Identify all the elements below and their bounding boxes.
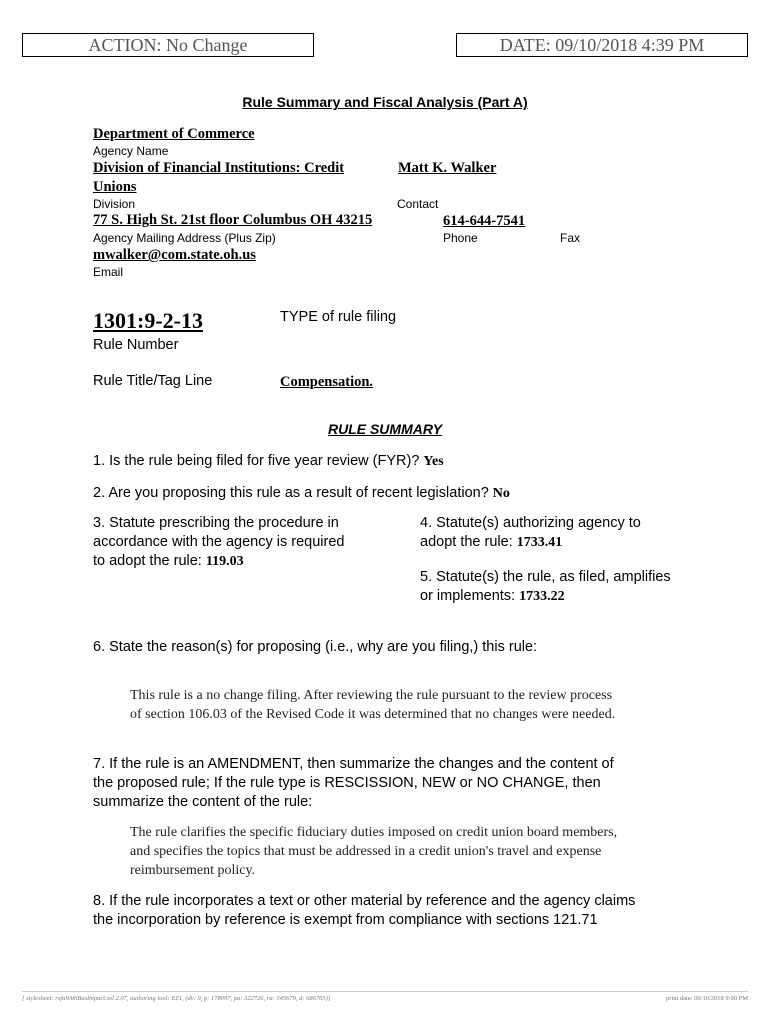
answer-1: Yes: [423, 454, 444, 469]
rule-summary-heading: RULE SUMMARY: [327, 421, 443, 437]
answer-6: [130, 686, 615, 724]
question-3-line1: 3. Statute prescribing the procedure in: [93, 515, 339, 531]
footer-stylesheet-info: [ stylesheet: rsfaWithBusImpact.xsl 2.07, authoring tool: EZ1, (dv: 9, p: 178097, pa: 322726, ra: 545679, d: 686765)]: [22, 995, 331, 1002]
question-5-line1: 5. Statute(s) the rule, as filed, amplifies: [420, 569, 671, 585]
question-5-line2: or implements:: [420, 588, 516, 604]
question-2-text: 2. Are you proposing this rule as a result of recent legislation?: [93, 485, 489, 501]
department-name: Department of Commerce: [93, 126, 255, 142]
action-box: [22, 33, 314, 57]
answer-3: 119.03: [205, 554, 244, 569]
answer-4: 1733.41: [516, 535, 563, 550]
question-3-line2: accordance with the agency is required: [93, 534, 345, 550]
email-address: mwalker@com.state.oh.us: [93, 247, 256, 263]
question-4-line2: adopt the rule:: [420, 534, 513, 550]
answer-5: 1733.22: [519, 589, 565, 604]
question-2: [93, 484, 510, 503]
question-8: [93, 892, 635, 930]
question-4-line1: 4. Statute(s) authorizing agency to: [420, 515, 641, 531]
mailing-address: 77 S. High St. 21st floor Columbus OH 43215: [93, 212, 373, 228]
footer-divider: [22, 991, 748, 992]
answer-7-line2: and specifies the topics that must be addressed in a credit union's travel and expense: [130, 844, 602, 859]
question-4: [420, 514, 641, 552]
answer-7-line1: The rule clarifies the specific fiduciary duties imposed on credit union board members,: [130, 825, 618, 840]
rule-type-label: TYPE of rule filing: [280, 309, 397, 325]
question-7-line3: summarize the content of the rule:: [93, 794, 313, 810]
question-3: [93, 514, 344, 571]
action-text: ACTION: No Change: [88, 35, 248, 55]
division-name-line2: Unions: [93, 179, 137, 195]
rule-title-value: Compensation.: [280, 374, 374, 390]
fax-label: Fax: [560, 231, 581, 245]
rule-number: 1301:9-2-13: [93, 308, 203, 333]
date-text: DATE: 09/10/2018 4:39 PM: [499, 35, 705, 55]
answer-7: [130, 823, 617, 880]
contact-label: Contact: [397, 197, 439, 211]
address-label: Agency Mailing Address (Plus Zip): [93, 231, 276, 245]
question-1-text: 1. Is the rule being filed for five year review (FYR)?: [93, 453, 420, 469]
question-7: [93, 755, 614, 812]
question-8-line2: the incorporation by reference is exempt from compliance with sections 121.71: [93, 912, 598, 928]
footer-print-date: print date: 09/10/2018 9:00 PM: [666, 995, 748, 1002]
phone-label: Phone: [443, 231, 478, 245]
rule-title-label: Rule Title/Tag Line: [93, 373, 213, 389]
division-name-line1: Division of Financial Institutions: Credit: [93, 160, 345, 176]
agency-name-label: Agency Name: [93, 144, 169, 158]
question-8-line1: 8. If the rule incorporates a text or other material by reference and the agency claims: [93, 893, 636, 909]
page-title: Rule Summary and Fiscal Analysis (Part A): [242, 94, 528, 110]
contact-name: Matt K. Walker: [398, 160, 497, 176]
division-label: Division: [93, 197, 136, 211]
rule-number-label: Rule Number: [93, 337, 179, 353]
question-3-line3: to adopt the rule:: [93, 553, 202, 569]
answer-6-line1: This rule is a no change filing. After reviewing the rule pursuant to the review process: [130, 688, 613, 703]
answer-6-line2: of section 106.03 of the Revised Code it was determined that no changes were needed.: [130, 707, 616, 722]
phone-number: 614-644-7541: [443, 213, 526, 229]
question-6: 6. State the reason(s) for proposing (i.e., why are you filing,) this rule:: [93, 639, 538, 655]
question-5: [420, 568, 671, 606]
question-7-line2: the proposed rule; If the rule type is RESCISSION, NEW or NO CHANGE, then: [93, 775, 601, 791]
answer-7-line3: reimbursement policy.: [130, 863, 256, 878]
email-label: Email: [93, 265, 124, 279]
question-7-line1: 7. If the rule is an AMENDMENT, then summarize the changes and the content of: [93, 756, 614, 772]
question-1: [93, 452, 444, 471]
date-box: [456, 33, 748, 57]
answer-2: No: [492, 486, 510, 501]
